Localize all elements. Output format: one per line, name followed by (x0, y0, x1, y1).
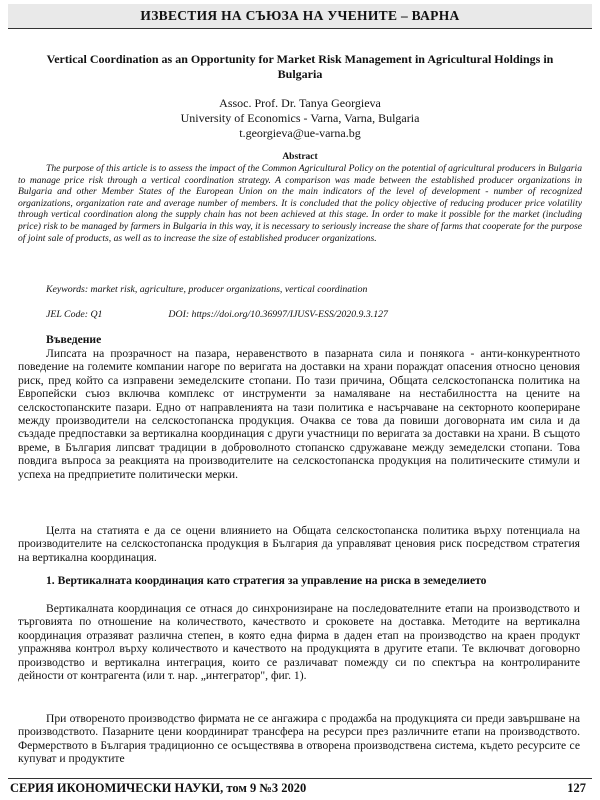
abstract-heading: Abstract (282, 152, 318, 162)
journal-title: ИЗВЕСТИЯ НА СЪЮЗА НА УЧЕНИТЕ – ВАРНА (140, 8, 460, 23)
journal-header (8, 4, 592, 29)
doi: DOI: https://doi.org/10.36997/IJUSV-ESS/2020.9.3.127 (168, 309, 388, 320)
author-affiliation: University of Economics - Varna, Varna, Bulgaria (180, 111, 420, 125)
author-name: Assoc. Prof. Dr. Tanya Georgieva (219, 96, 381, 110)
jel-code: JEL Code: Q1 (46, 309, 103, 320)
intro-paragraph-2: Целта на статията е да се оцени влиянието на Общата селскостопанска политика върху потенциала на производителите на селскостопанска продукция в България да управляват ценовия риск посредством стратегия на вертикална координация. (18, 524, 580, 564)
page-number: 127 (567, 780, 586, 795)
author-block (40, 96, 560, 141)
intro-heading: Въведение (46, 333, 102, 346)
keywords: Keywords: market risk, agriculture, producer organizations, vertical coordination (46, 284, 368, 295)
abstract-text: The purpose of this article is to assess the impact of the Common Agricultural Policy on the potential of agricultural producers in Bulgaria to manage price risk through a vertical coordination strategy. A comparison was made between the established producer organizations in Bulgaria and other Member States of the European Union on the main indicators of the level of development - number of recognized organizations, organization rate and average number of members. It is concluded that the policy objective of reducing producer price volatility through vertical coordination along the supply chain has not been achieved at this stage. In order to make it possible for the market (including price) risk to be managed by farmers in Bulgaria in this way, it is necessary to seriously increase the share of farms that cooperate for the purpose of joint sale of products, as well as to increase the size of established producer organizations. (18, 163, 582, 244)
intro-paragraph-1: Липсата на прозрачност на пазара, неравенството в пазарната сила и понякога - анти-конкурентното поведение на големите компании нагоре по веригата на доставки на храни пораждат опасения относно ценовия риск, пред който са изправени земеделските стопани. По тази причина, Общата селскостопанска политика на Европейски съюз включва комплекс от инструменти за намаляване на нестабилността на цените на селскостопанските пазари. Едно от направленията на тази политика е насърчаване на секторното коопериране между производители на селскостопанска продукция. Очаква се това да повиши договорната им сила и да създаде предпоставки за вертикална координация с други участници по веригата за доставки на храни. В същото време, в България липсват традиции в доброволното стопанско сдружаване между земеделски стопани. Това повдига въпроса за реакцията на производителите на селскостопанска продукция на политическите стимули и успеха на предприетите политически мерки. (18, 347, 580, 481)
author-email: t.georgieva@ue-varna.bg (239, 126, 361, 140)
article-title: Vertical Coordination as an Opportunity for Market Risk Management in Agricultural Holdings in Bulgaria (46, 52, 554, 81)
section-1-paragraph-1: Вертикалната координация се отнася до синхронизиране на последователните етапи на производството и търговията по отношение на количеството, качеството и сроковете на доставка. Методите на вертикална координация отразяват различна степен, в която една фирма в даден етап на производство на краен продукт упражнява контрол върху количеството и качеството на продукцията в другите етапи. Те включват договорно производство и вертикална интеграция, които се различават помежду си по спектъра на контролираните дейности от контрагента (или т. нар. „интегратор", фиг. 1). (18, 602, 580, 683)
section-1-heading: 1. Вертикалната координация като стратегия за управление на риска в земеделието (46, 574, 487, 587)
section-1-paragraph-2: При отвореното производство фирмата не се ангажира с продажба на продукцията си преди завършване на производството. Пазарните цени координират трансфера на ресурси през различните етапи на производството. Фермерството в България традиционно се осъществява в отворена производствена система, където ресурсите се купуват и продуктите (18, 712, 580, 766)
journal-footer (8, 778, 592, 797)
jel-line (46, 309, 582, 320)
footer-series: СЕРИЯ ИКОНОМИЧЕСКИ НАУКИ, том 9 №3 2020 (10, 780, 307, 795)
